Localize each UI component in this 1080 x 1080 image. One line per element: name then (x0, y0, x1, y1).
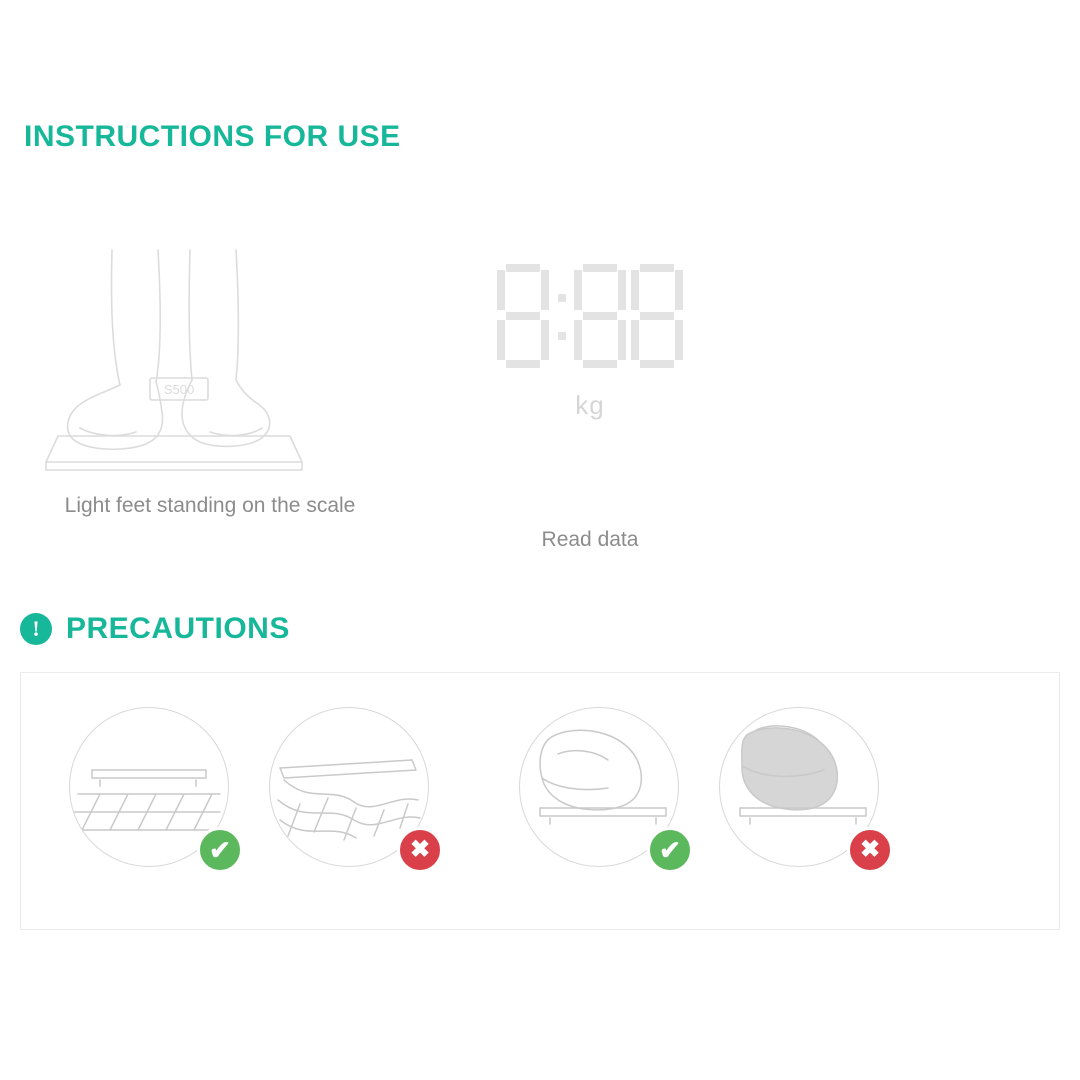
instruction-steps (0, 230, 1080, 550)
check-icon: ✔ (647, 827, 693, 873)
instruction-step-2 (420, 230, 760, 552)
precaution-item-4 (719, 707, 879, 867)
scale-brand-label: S500 (163, 382, 195, 397)
seven-segment-digit-1 (497, 264, 549, 368)
decimal-separator-icon (554, 264, 570, 368)
seven-segment-digit-3 (631, 264, 683, 368)
precautions-heading (20, 612, 290, 646)
seven-segment-display-illustration (420, 264, 760, 514)
exclamation-icon: ! (20, 613, 52, 645)
instruction-step-1-caption: Light feet standing on the scale (64, 494, 356, 517)
feet-on-scale-illustration (40, 230, 380, 480)
weight-unit-label: kg (575, 390, 605, 420)
precautions-panel (20, 672, 1060, 930)
check-icon: ✔ (197, 827, 243, 873)
instruction-step-1 (40, 230, 380, 518)
precaution-item-2 (269, 707, 429, 867)
instruction-step-2-caption: Read data (541, 528, 639, 551)
cross-icon: ✖ (397, 827, 443, 873)
weight-display (490, 264, 690, 384)
cross-icon: ✖ (847, 827, 893, 873)
precaution-item-3 (519, 707, 679, 867)
precaution-item-1 (69, 707, 229, 867)
instructions-heading: INSTRUCTIONS FOR USE (24, 120, 401, 153)
precautions-title: PRECAUTIONS (66, 612, 290, 645)
seven-segment-digit-2 (574, 264, 626, 368)
